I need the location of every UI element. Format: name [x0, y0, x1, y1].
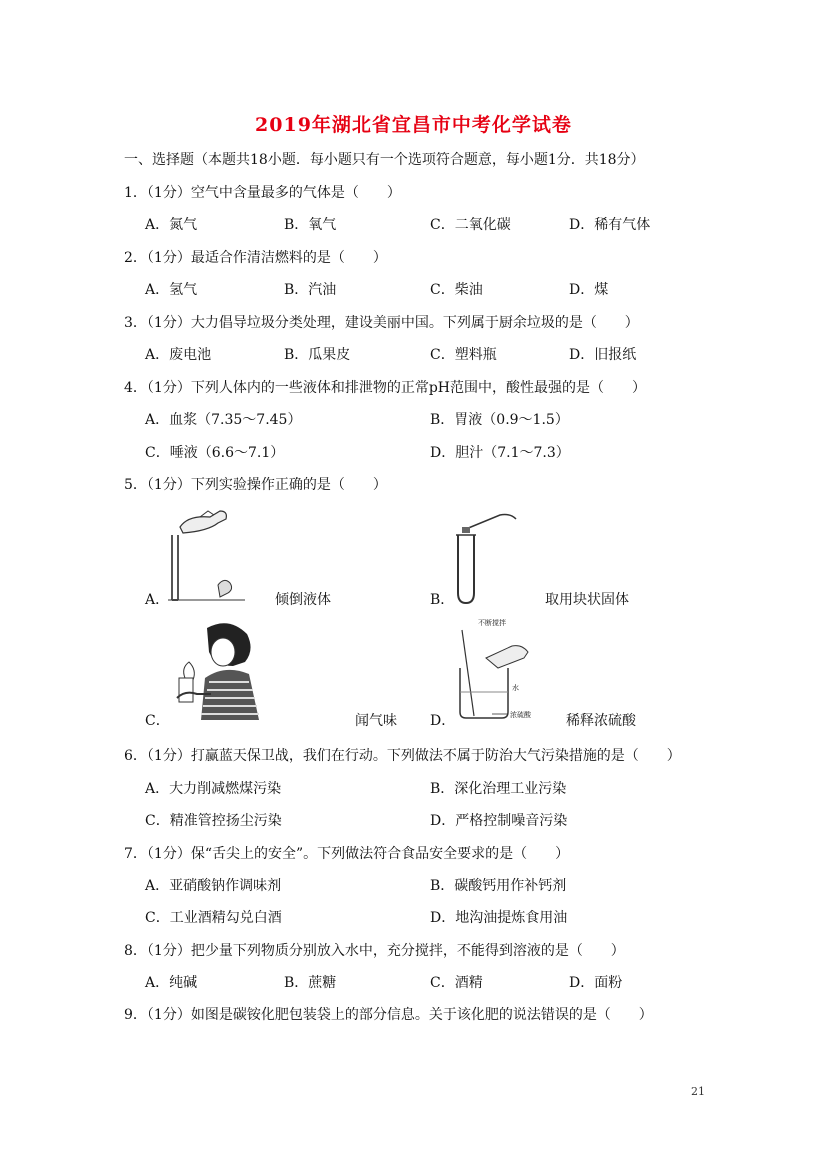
stir-label: 不断搅拌 [478, 619, 506, 627]
question-4-option-d: D．胆汁（7.1～7.3） [430, 445, 570, 461]
question-5-option-c-caption: 闻气味 [355, 713, 397, 729]
question-8-stem: 8．（1分）把少量下列物质分别放入水中，充分搅拌，不能得到溶液的是（ ） [124, 943, 625, 959]
page-number: 21 [691, 1085, 705, 1098]
question-5-option-a-letter: A． [145, 592, 170, 608]
question-5-option-c-letter: C． [145, 713, 170, 729]
question-8-option-c: C．酒精 [430, 975, 483, 991]
question-5-option-a-caption: 倾倒液体 [275, 592, 331, 608]
question-7-option-b: B．碳酸钙用作补钙剂 [430, 878, 567, 894]
acid-label: 浓硫酸 [510, 711, 531, 719]
question-2-option-c: C．柴油 [430, 282, 483, 298]
section-heading: 一、选择题（本题共18小题．每小题只有一个选项符合题意，每小题1分．共18分） [124, 152, 645, 168]
question-4-stem: 4．（1分）下列人体内的一些液体和排泄物的正常pH范围中，酸性最强的是（ ） [124, 380, 646, 396]
smelling-figure [165, 618, 265, 720]
exam-title: 2019年湖北省宜昌市中考化学试卷 [255, 114, 572, 136]
water-label: 水 [512, 684, 519, 692]
question-2-stem: 2．（1分）最适合作清洁燃料的是（ ） [124, 250, 387, 266]
question-1-option-a: A．氮气 [145, 217, 198, 233]
question-5-stem: 5．（1分）下列实验操作正确的是（ ） [124, 477, 387, 493]
question-7-option-d: D．地沟油提炼食用油 [430, 910, 568, 926]
question-6-stem: 6．（1分）打赢蓝天保卫战，我们在行动。下列做法不属于防治大气污染措施的是（ ） [124, 748, 681, 764]
question-3-option-d: D．旧报纸 [569, 347, 637, 363]
question-4-option-b: B．胃液（0.9～1.5） [430, 412, 569, 428]
question-8-option-d: D．面粉 [569, 975, 623, 991]
diluting-acid-figure [450, 618, 560, 723]
question-7-option-a: A．亚硝酸钠作调味剂 [145, 878, 282, 894]
question-3-option-b: B．瓜果皮 [284, 347, 351, 363]
question-1-stem: 1．（1分）空气中含量最多的气体是（ ） [124, 185, 401, 201]
question-6-option-b: B．深化治理工业污染 [430, 781, 567, 797]
question-7-stem: 7．（1分）保“舌尖上的安全”。下列做法符合食品安全要求的是（ ） [124, 846, 570, 862]
question-5-option-b-caption: 取用块状固体 [545, 592, 629, 608]
question-4-option-a: A．血浆（7.35～7.45） [145, 412, 302, 428]
question-6-option-a: A．大力削减燃煤污染 [145, 781, 282, 797]
question-2-option-a: A．氢气 [145, 282, 198, 298]
question-4-option-c: C．唾液（6.6～7.1） [145, 445, 285, 461]
block-solid-figure [450, 505, 530, 605]
question-5-option-d-caption: 稀释浓硫酸 [566, 713, 636, 729]
question-3-option-a: A．废电池 [145, 347, 212, 363]
question-5-option-b-letter: B． [430, 592, 455, 608]
question-2-option-b: B．汽油 [284, 282, 337, 298]
question-7-option-c: C．工业酒精勾兑白酒 [145, 910, 282, 926]
question-3-stem: 3．（1分）大力倡导垃圾分类处理，建设美丽中国。下列属于厨余垃圾的是（ ） [124, 315, 639, 331]
question-8-option-a: A．纯碱 [145, 975, 198, 991]
question-2-option-d: D．煤 [569, 282, 609, 298]
question-8-option-b: B．蔗糖 [284, 975, 337, 991]
pouring-liquid-figure [160, 505, 260, 605]
question-3-option-c: C．塑料瓶 [430, 347, 497, 363]
question-5-option-d-letter: D． [430, 713, 456, 729]
question-6-option-d: D．严格控制噪音污染 [430, 813, 568, 829]
question-9-stem: 9．（1分）如图是碳铵化肥包装袋上的部分信息。关于该化肥的说法错误的是（ ） [124, 1007, 653, 1023]
question-1-option-b: B．氧气 [284, 217, 337, 233]
question-1-option-c: C．二氧化碳 [430, 217, 511, 233]
question-6-option-c: C．精准管控扬尘污染 [145, 813, 282, 829]
question-1-option-d: D．稀有气体 [569, 217, 651, 233]
